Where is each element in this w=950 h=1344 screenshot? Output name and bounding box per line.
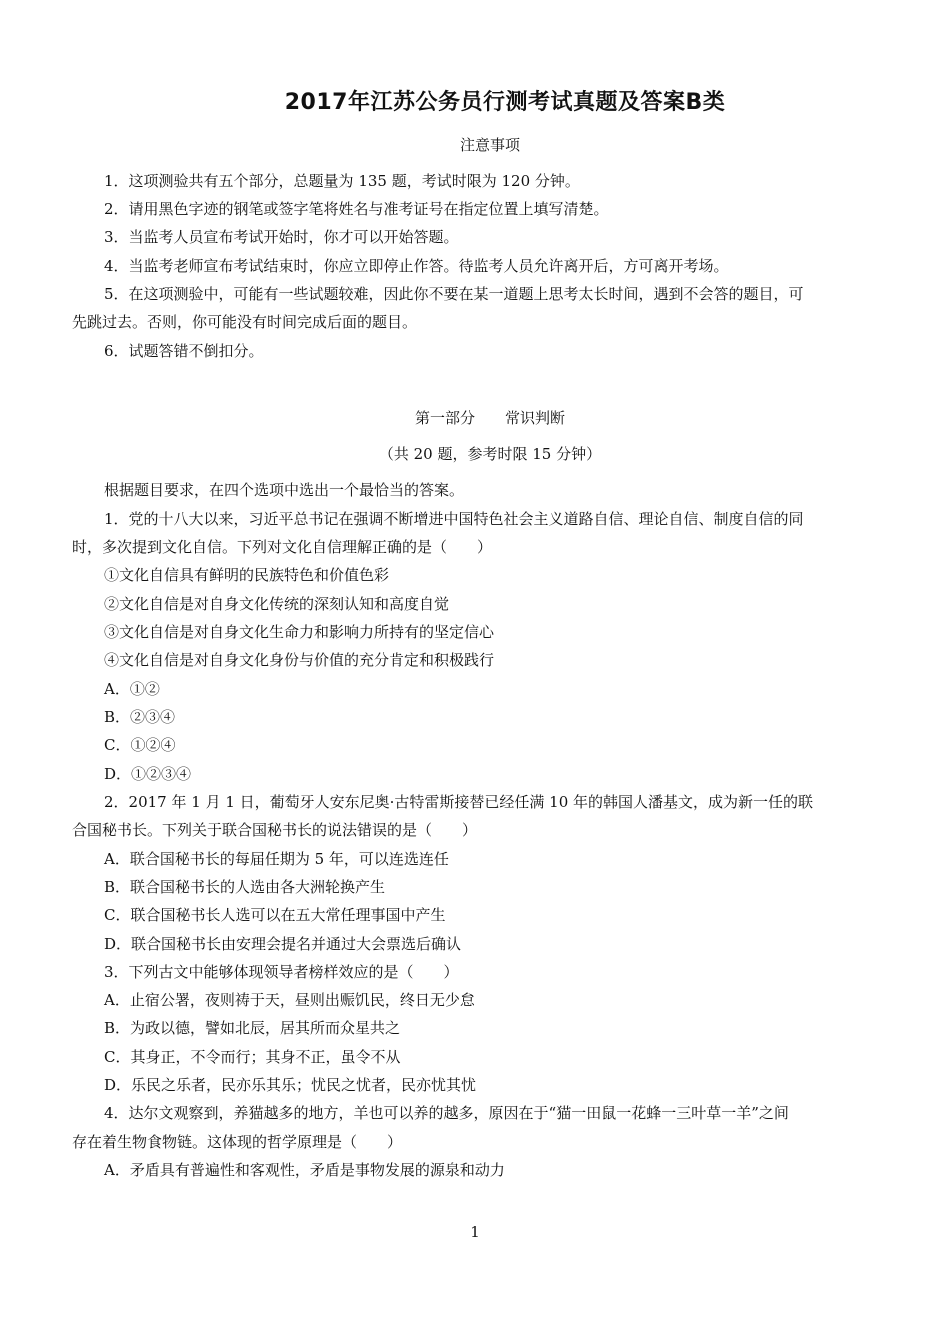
notice-item: 3．当监考人员宣布考试开始时，你才可以开始答题。 bbox=[104, 228, 459, 246]
question-1-option-b: B．②③④ bbox=[104, 708, 176, 726]
notice-item: 6．试题答错不倒扣分。 bbox=[104, 342, 264, 360]
notice-item: 1．这项测验共有五个部分，总题量为 135 题，考试时限为 120 分钟。 bbox=[104, 172, 580, 190]
question-2-option-d: D．联合国秘书长由安理会提名并通过大会票选后确认 bbox=[104, 935, 462, 953]
section-instruction: 根据题目要求，在四个选项中选出一个最恰当的答案。 bbox=[104, 481, 465, 499]
question-4-line: 存在着生物食物链。这体现的哲学原理是（ ） bbox=[72, 1133, 403, 1151]
question-1-statement: ④文化自信是对自身文化身份与价值的充分肯定和积极践行 bbox=[104, 651, 495, 669]
question-1-option-c: C．①②④ bbox=[104, 736, 176, 754]
section-part: 第一部分 bbox=[414, 409, 475, 427]
question-3-option-a: A．止宿公署，夜则祷于天，昼则出赈饥民，终日无少怠 bbox=[104, 991, 475, 1009]
notice-heading: 注意事项 bbox=[459, 136, 520, 154]
page-number: 1 bbox=[470, 1223, 480, 1241]
section-heading bbox=[0, 407, 950, 429]
notice-item-continued: 先跳过去。否则，你可能没有时间完成后面的题目。 bbox=[72, 313, 418, 331]
question-3-option-d: D．乐民之乐者，民亦乐其乐；忧民之忧者，民亦忧其忧 bbox=[104, 1076, 477, 1094]
question-4-line: 4．达尔文观察到，养猫越多的地方，羊也可以养的越多，原因在于“猫一田鼠一花蜂一三叶草一羊”之间 bbox=[104, 1104, 789, 1122]
question-1-line: 时，多次提到文化自信。下列对文化自信理解正确的是（ ） bbox=[72, 538, 493, 556]
question-2-option-b: B．联合国秘书长的人选由各大洲轮换产生 bbox=[104, 878, 386, 896]
question-1-option-d: D．①②③④ bbox=[104, 765, 192, 783]
document-title: 2017年江苏公务员行测考试真题及答案B类 bbox=[284, 90, 726, 115]
section-name: 常识判断 bbox=[505, 409, 566, 427]
question-2-line: 合国秘书长。下列关于联合国秘书长的说法错误的是（ ） bbox=[72, 821, 478, 839]
question-3-line: 3．下列古文中能够体现领导者榜样效应的是（ ） bbox=[104, 963, 459, 981]
question-3-option-b: B．为政以德，譬如北辰，居其所而众星共之 bbox=[104, 1019, 401, 1037]
question-4-option-a: A．矛盾具有普遍性和客观性，矛盾是事物发展的源泉和动力 bbox=[104, 1161, 505, 1179]
question-3-option-c: C．其身正，不令而行；其身不正，虽令不从 bbox=[104, 1048, 401, 1066]
question-2-option-a: A．联合国秘书长的每届任期为 5 年，可以连选连任 bbox=[104, 850, 449, 868]
section-info: （共 20 题，参考时限 15 分钟） bbox=[378, 445, 602, 463]
question-1-option-a: A．①② bbox=[104, 680, 160, 698]
notice-item: 2．请用黑色字迹的钢笔或签字笔将姓名与准考证号在指定位置上填写清楚。 bbox=[104, 200, 609, 218]
question-1-statement: ③文化自信是对自身文化生命力和影响力所持有的坚定信心 bbox=[104, 623, 495, 641]
question-1-statement: ①文化自信具有鲜明的民族特色和价值色彩 bbox=[104, 566, 390, 584]
question-2-line: 2．2017 年 1 月 1 日，葡萄牙人安东尼奥·古特雷斯接替已经任满 10 年的韩国人潘基文，成为新一任的联 bbox=[104, 793, 814, 811]
notice-item: 4．当监考老师宣布考试结束时，你应立即停止作答。待监考人员允许离开后，方可离开考场。 bbox=[104, 257, 729, 275]
question-1-line: 1．党的十八大以来，习近平总书记在强调不断增进中国特色社会主义道路自信、理论自信、制度自信的同 bbox=[104, 510, 804, 528]
question-1-statement: ②文化自信是对自身文化传统的深刻认知和高度自觉 bbox=[104, 595, 450, 613]
notice-item: 5．在这项测验中，可能有一些试题较难，因此你不要在某一道题上思考太长时间，遇到不会答的题目，可 bbox=[104, 285, 804, 303]
question-2-option-c: C．联合国秘书长人选可以在五大常任理事国中产生 bbox=[104, 906, 446, 924]
